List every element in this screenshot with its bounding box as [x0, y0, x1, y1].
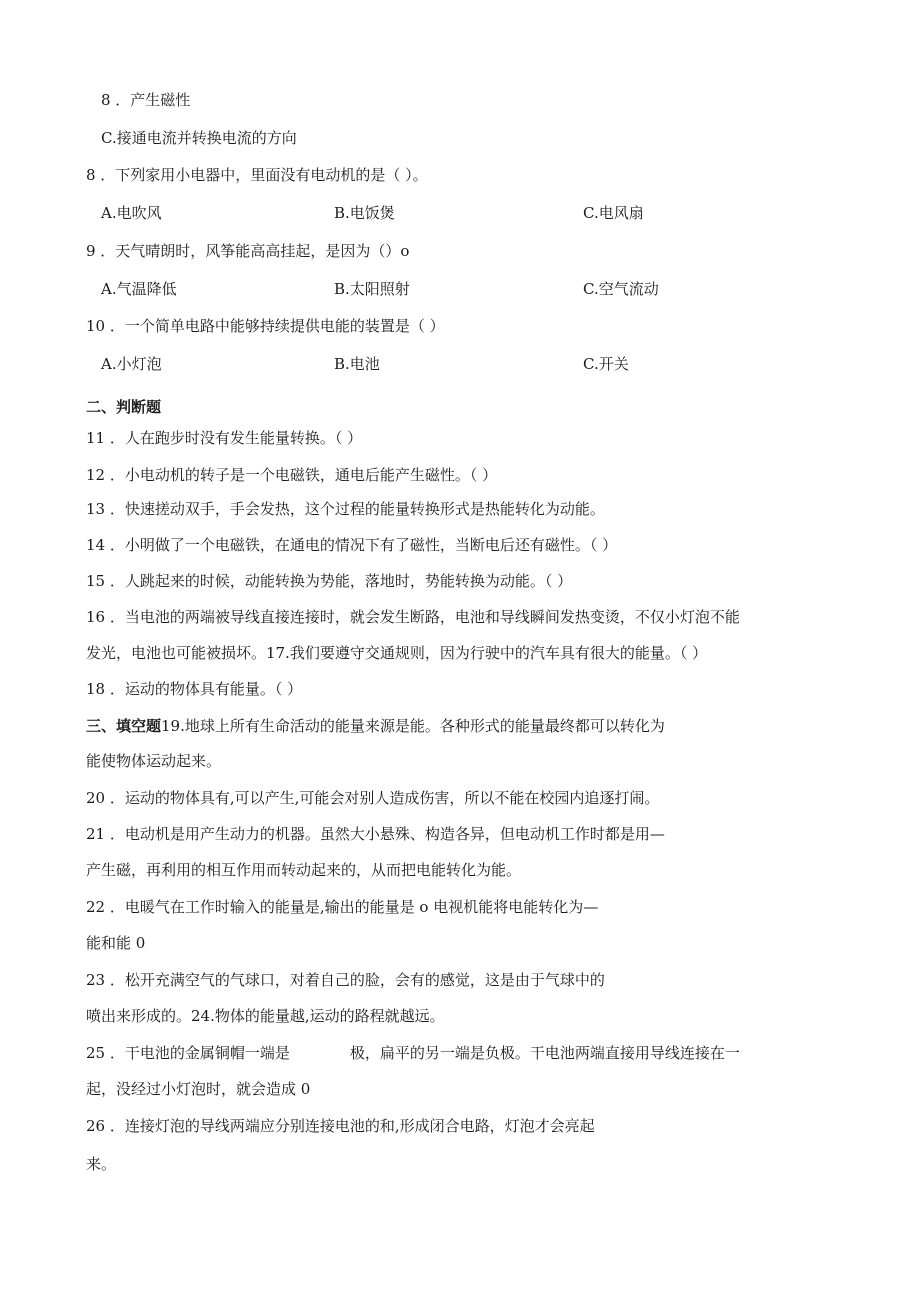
question-22-continued: 能和能 0: [86, 934, 146, 952]
q8-option-b: B.电饭煲: [334, 204, 395, 222]
question-11: 11 ．人在跑步时没有发生能量转换。（ ）: [86, 429, 363, 447]
section-heading-judgement: 二、判断题: [86, 398, 162, 416]
question-20: 20 ．运动的物体具有,可以产生,可能会对别人造成伤害，所以不能在校园内追逐打闹。: [86, 789, 660, 807]
q9-option-a: A.气温降低: [101, 280, 177, 298]
question-23-continued: 喷出来形成的。24.物体的能量越,运动的路程就越远。: [86, 1007, 445, 1025]
question-21-continued: 产生磁，再利用的相互作用而转动起来的，从而把电能转化为能。: [86, 861, 522, 879]
q9-option-c: C.空气流动: [583, 280, 659, 298]
question-16: 16 ．当电池的两端被导线直接连接时，就会发生断路，电池和导线瞬间发热变烫，不仅小灯泡不能: [86, 608, 740, 626]
question-18: 18 ．运动的物体具有能量。（ ）: [86, 680, 303, 698]
question-8: 8 ．下列家用小电器中，里面没有电动机的是（ ）。: [86, 166, 428, 184]
q8-option-a: A.电吹风: [101, 204, 162, 222]
question-14: 14 ．小明做了一个电磁铁，在通电的情况下有了磁性，当断电后还有磁性。（ ）: [86, 536, 618, 554]
question-16-continued: 发光，电池也可能被损坏。17.我们要遵守交通规则，因为行驶中的汽车具有很大的能量。（ ）: [86, 644, 708, 662]
question-26-continued: 来。: [86, 1155, 117, 1173]
question-10: 10 ．一个简单电路中能够持续提供电能的装置是（ ）: [86, 317, 445, 335]
option-b-line: 8 ．产生磁性: [101, 91, 191, 109]
question-25: 25 ．干电池的金属铜帽一端是 极，扁平的另一端是负极。干电池两端直接用导线连接在一: [86, 1044, 740, 1062]
question-19-continued: 能使物体运动起来。: [86, 752, 222, 770]
option-c-line: C.接通电流并转换电流的方向: [101, 129, 297, 147]
section-heading-fill-blank: 三、填空题: [86, 717, 162, 735]
q10-option-c: C.开关: [583, 355, 629, 373]
question-26: 26 ．连接灯泡的导线两端应分别连接电池的和,形成闭合电路，灯泡才会亮起: [86, 1117, 595, 1135]
q8-option-c: C.电风扇: [583, 204, 644, 222]
question-9: 9 ．天气晴朗时，风筝能高高挂起，是因为（）o: [86, 242, 410, 260]
question-13: 13 ．快速搓动双手，手会发热，这个过程的能量转换形式是热能转化为动能。: [86, 500, 605, 518]
question-21: 21 ．电动机是用产生动力的机器。虽然大小悬殊、构造各异，但电动机工作时都是用—: [86, 825, 665, 843]
question-12: 12 ．小电动机的转子是一个电磁铁，通电后能产生磁性。（ ）: [86, 466, 498, 484]
q10-option-b: B.电池: [334, 355, 380, 373]
q10-option-a: A.小灯泡: [101, 355, 162, 373]
question-19: 19.地球上所有生命活动的能量来源是能。各种形式的能量最终都可以转化为: [161, 717, 665, 735]
question-23: 23 ．松开充满空气的气球口，对着自己的脸，会有的感觉，这是由于气球中的: [86, 971, 605, 989]
question-19-line: [86, 716, 665, 736]
question-15: 15 ．人跳起来的时候，动能转换为势能，落地时，势能转换为动能。（ ）: [86, 572, 573, 590]
q9-option-b: B.太阳照射: [334, 280, 410, 298]
question-22: 22 ．电暖气在工作时输入的能量是,输出的能量是 o 电视机能将电能转化为—: [86, 898, 599, 916]
question-25-continued: 起，没经过小灯泡时，就会造成 0: [86, 1080, 311, 1098]
